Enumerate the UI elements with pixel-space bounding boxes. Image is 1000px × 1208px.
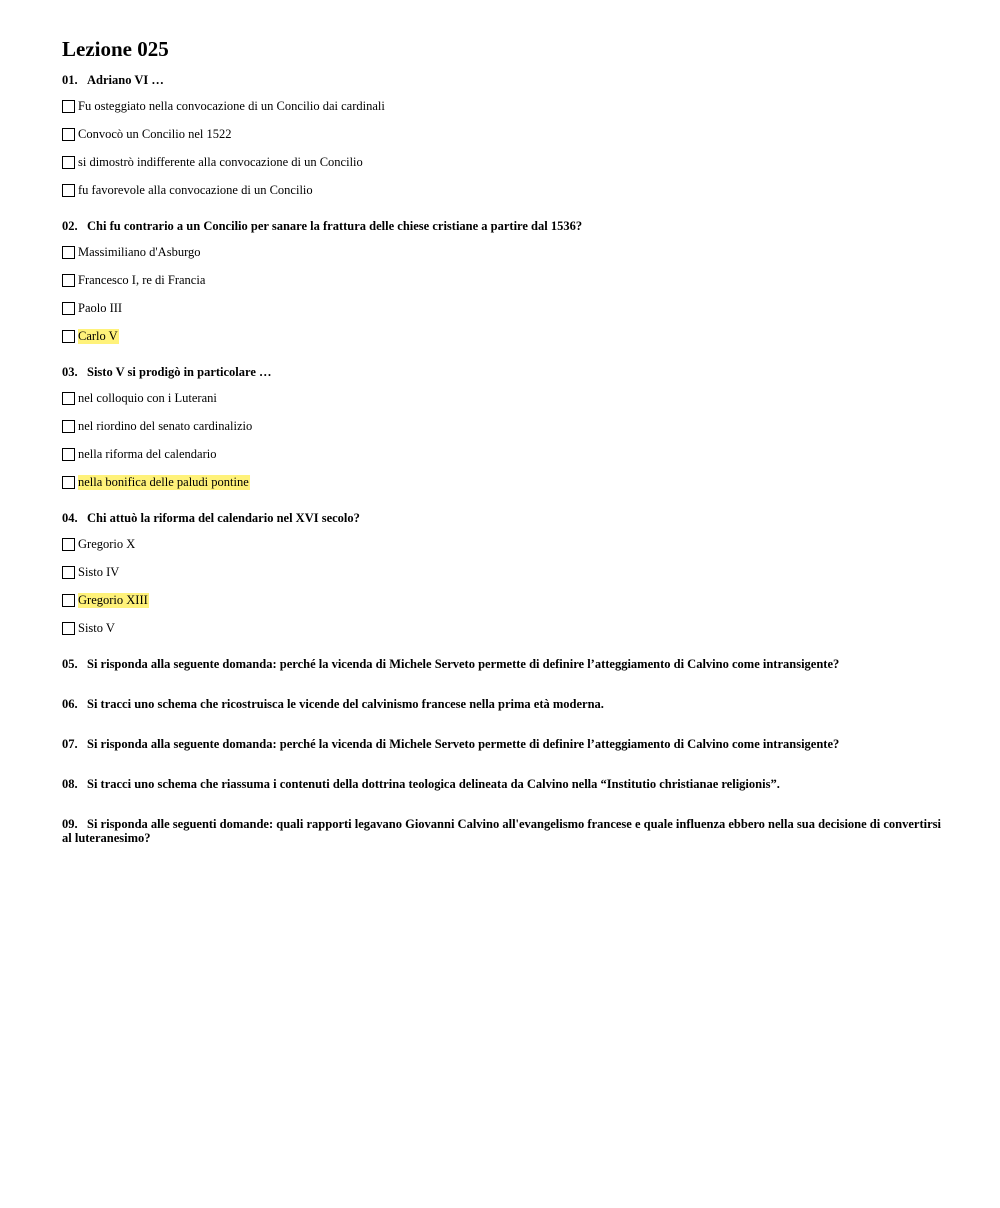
answer-text: Massimiliano d'Asburgo [78,245,201,259]
answer-option[interactable] [62,536,942,553]
question-heading [62,737,942,751]
question-text: Chi fu contrario a un Concilio per sanare la frattura delle chiese cristiane a partire dal 1536? [87,219,583,233]
answer-option[interactable] [62,244,942,261]
answer-text: Paolo III [78,301,123,315]
answer-text-highlighted: Gregorio XIII [78,593,148,607]
answer-text: Sisto V [78,621,115,635]
question-02 [62,219,942,345]
question-number: 02. [62,219,78,233]
question-text: Si risponda alla seguente domanda: perché la vicenda di Michele Serveto permette di definire l’atteggiamento di Calvino come intransigente? [87,657,840,671]
answer-text: Francesco I, re di Francia [78,273,206,287]
question-07 [62,737,942,751]
question-number: 08. [62,777,78,791]
question-number: 06. [62,697,78,711]
question-heading [62,219,942,233]
answer-text: nella riforma del calendario [78,447,217,461]
answer-text: nel colloquio con i Luterani [78,391,217,405]
answer-option[interactable] [62,446,942,463]
answer-checkbox[interactable] [62,100,75,113]
answer-checkbox[interactable] [62,476,75,489]
answer-checkbox[interactable] [62,330,75,343]
answer-option[interactable] [62,126,942,143]
answer-text: Gregorio X [78,537,136,551]
question-heading [62,511,942,525]
answer-checkbox[interactable] [62,246,75,259]
answer-checkbox[interactable] [62,538,75,551]
answer-option[interactable] [62,182,942,199]
question-number: 05. [62,657,78,671]
answer-option[interactable] [62,272,942,289]
question-text: Sisto V si prodigò in particolare … [87,365,272,379]
answer-option[interactable] [62,592,942,609]
question-heading [62,817,942,845]
question-text: Adriano VI … [87,73,164,87]
answer-checkbox[interactable] [62,156,75,169]
question-list [62,73,942,845]
question-01 [62,73,942,199]
question-06 [62,697,942,711]
answer-checkbox[interactable] [62,274,75,287]
answer-checkbox[interactable] [62,566,75,579]
question-heading [62,73,942,87]
question-heading [62,365,942,379]
question-text: Si tracci uno schema che riassuma i contenuti della dottrina teologica delineata da Calvino nella “Institutio christianae religionis”. [87,777,780,791]
question-number: 09. [62,817,78,831]
answer-text: Convocò un Concilio nel 1522 [78,127,232,141]
answer-checkbox[interactable] [62,448,75,461]
question-text: Si risponda alla seguente domanda: perché la vicenda di Michele Serveto permette di definire l’atteggiamento di Calvino come intransigente? [87,737,840,751]
question-text: Si risponda alle seguenti domande: quali rapporti legavano Giovanni Calvino all'evangelismo francese e quale influenza ebbero nella sua decisione di convertirsi al luteranesimo? [62,817,941,845]
answer-checkbox[interactable] [62,302,75,315]
question-heading [62,777,942,791]
answer-text: Fu osteggiato nella convocazione di un Concilio dai cardinali [78,99,385,113]
answer-text: si dimostrò indifferente alla convocazione di un Concilio [78,155,363,169]
answer-option[interactable] [62,474,942,491]
answer-checkbox[interactable] [62,392,75,405]
question-09 [62,817,942,845]
answer-checkbox[interactable] [62,622,75,635]
question-05 [62,657,942,671]
answer-option[interactable] [62,564,942,581]
quiz-page [62,36,942,871]
answer-text-highlighted: Carlo V [78,329,118,343]
question-04 [62,511,942,637]
question-08 [62,777,942,791]
question-03 [62,365,942,491]
answer-checkbox[interactable] [62,184,75,197]
question-number: 04. [62,511,78,525]
answer-option[interactable] [62,98,942,115]
answer-option[interactable] [62,154,942,171]
question-number: 03. [62,365,78,379]
answer-checkbox[interactable] [62,420,75,433]
answer-option[interactable] [62,328,942,345]
question-number: 01. [62,73,78,87]
answer-text-highlighted: nella bonifica delle paludi pontine [78,475,249,489]
question-text: Si tracci uno schema che ricostruisca le vicende del calvinismo francese nella prima età moderna. [87,697,604,711]
answer-text: Sisto IV [78,565,120,579]
question-heading [62,657,942,671]
page-title: Lezione 025 [62,37,169,61]
answer-option[interactable] [62,300,942,317]
answer-text: fu favorevole alla convocazione di un Concilio [78,183,313,197]
answer-text: nel riordino del senato cardinalizio [78,419,253,433]
answer-checkbox[interactable] [62,594,75,607]
question-heading [62,697,942,711]
answer-option[interactable] [62,418,942,435]
question-text: Chi attuò la riforma del calendario nel XVI secolo? [87,511,360,525]
answer-option[interactable] [62,620,942,637]
answer-option[interactable] [62,390,942,407]
question-number: 07. [62,737,78,751]
answer-checkbox[interactable] [62,128,75,141]
